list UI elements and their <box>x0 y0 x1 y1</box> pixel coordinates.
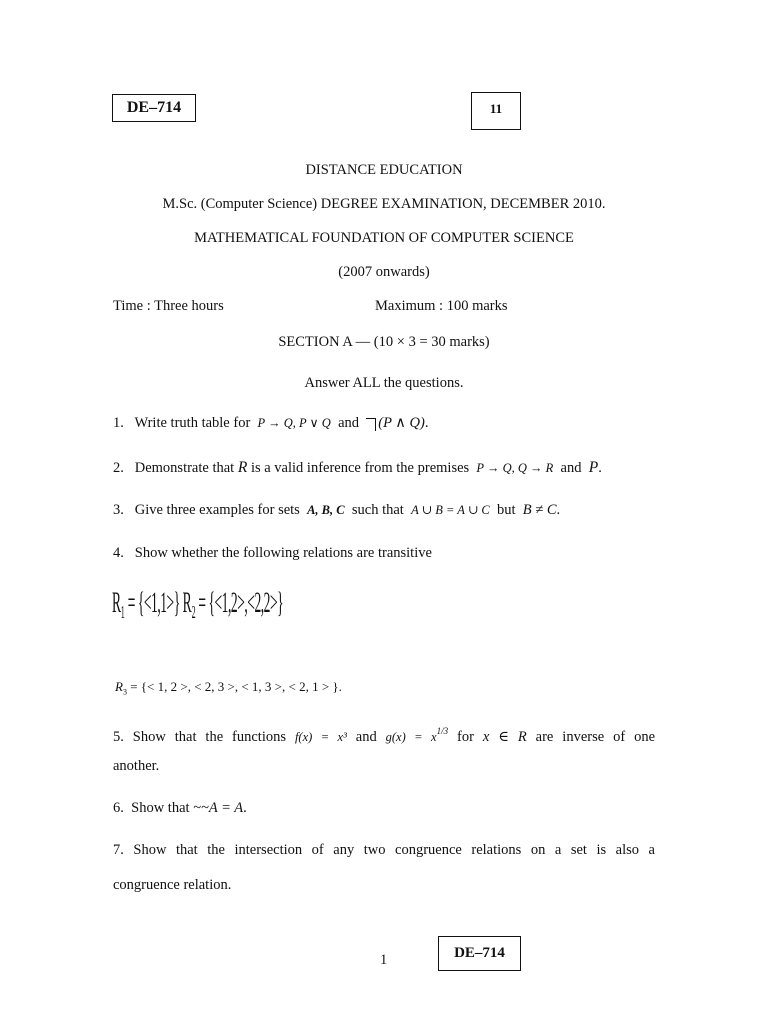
negation-symbol-icon <box>366 418 376 431</box>
math-expression: P → Q, P ∨ Q <box>257 416 331 430</box>
math-expression: B ≠ C <box>522 502 557 518</box>
question-5-continuation: another. <box>113 758 160 774</box>
paper-code-box <box>112 94 196 122</box>
page-count: 11 <box>489 101 503 116</box>
punctuation: . <box>598 460 602 476</box>
function-g-exponent: 1/3 <box>436 726 449 736</box>
question-text: Give three examples for sets <box>134 502 300 518</box>
footer-code-box <box>438 936 521 971</box>
title-line-3: MATHEMATICAL FOUNDATION OF COMPUTER SCIENCE <box>194 230 574 246</box>
question-1 <box>113 415 428 432</box>
question-3 <box>113 502 560 519</box>
question-text: Show that <box>131 800 190 816</box>
question-number: 4. <box>113 545 124 561</box>
math-symbol: R <box>237 459 248 476</box>
question-text: Write truth table for <box>134 415 251 431</box>
question-number: 1. <box>113 415 124 431</box>
relations-r1-r2: R₁ = {<1,1>} R₂ = {<1,2>,<2,2>} <box>112 586 284 619</box>
paper-code: DE–714 <box>126 99 182 116</box>
question-4 <box>113 545 432 562</box>
footer-code: DE–714 <box>454 945 505 961</box>
title-line-1: DISTANCE EDUCATION <box>305 162 463 178</box>
relation-set: = {< 1, 2 >, < 2, 3 >, < 1, 3 >, < 2, 1 > }. <box>130 679 342 694</box>
relation-subscript: 3 <box>122 687 127 697</box>
question-text: are inverse of one <box>535 729 656 745</box>
connector-text: and <box>560 460 582 476</box>
function-f: f(x) = x³ <box>294 730 347 744</box>
question-number: 5. <box>113 729 124 745</box>
relation-label: R <box>115 679 123 694</box>
question-number: 3. <box>113 502 124 518</box>
section-instruction: Answer ALL the questions. <box>304 375 464 391</box>
math-expression: A ∪ B = A ∪ C <box>411 503 490 517</box>
connector-text: and <box>355 729 377 745</box>
question-6 <box>113 800 247 817</box>
punctuation: . <box>556 502 561 518</box>
time-label: Time : Three hours <box>113 298 224 314</box>
title-line-4: (2007 onwards) <box>338 264 430 280</box>
max-marks-label: Maximum : 100 marks <box>375 298 508 314</box>
connector-text: for <box>457 729 474 745</box>
title-line-2: M.Sc. (Computer Science) DEGREE EXAMINATION, DECEMBER 2010. <box>162 196 606 212</box>
math-expression: P → Q, Q → R <box>476 461 554 475</box>
section-heading: SECTION A — (10 × 3 = 30 marks) <box>278 334 490 350</box>
page-number: 1 <box>380 952 388 968</box>
question-number: 6. <box>113 800 124 816</box>
function-g <box>385 726 449 744</box>
question-5 <box>113 726 655 746</box>
math-symbol: P <box>588 459 599 476</box>
punctuation: . <box>424 415 429 431</box>
connector-text: but <box>497 502 516 518</box>
question-number: 2. <box>113 460 124 476</box>
function-g-base: g(x) = x <box>385 730 437 744</box>
question-text: such that <box>351 502 404 518</box>
question-7 <box>113 842 655 859</box>
question-number: 7. <box>113 842 124 858</box>
question-text: Show whether the following relations are transitive <box>134 545 432 561</box>
relation-r3 <box>115 679 342 697</box>
question-text: Demonstrate that <box>134 460 235 476</box>
math-expression: (P ∧ Q) <box>378 415 425 431</box>
punctuation: . <box>243 800 247 816</box>
connector-text: and <box>338 415 359 431</box>
math-expression: A, B, C <box>307 503 345 517</box>
question-7-continuation: congruence relation. <box>113 877 232 893</box>
question-text: Show that the intersection of any two congruence relations on a set is also a <box>133 842 655 858</box>
condensed-relations-image <box>112 586 284 648</box>
question-2 <box>113 459 602 477</box>
page-count-box <box>471 92 521 130</box>
question-text: is a valid inference from the premises <box>250 460 470 476</box>
domain-expression: x ∈ R <box>482 729 527 745</box>
question-text: Show that the functions <box>132 729 287 745</box>
math-expression: ~~A = A <box>193 800 244 816</box>
